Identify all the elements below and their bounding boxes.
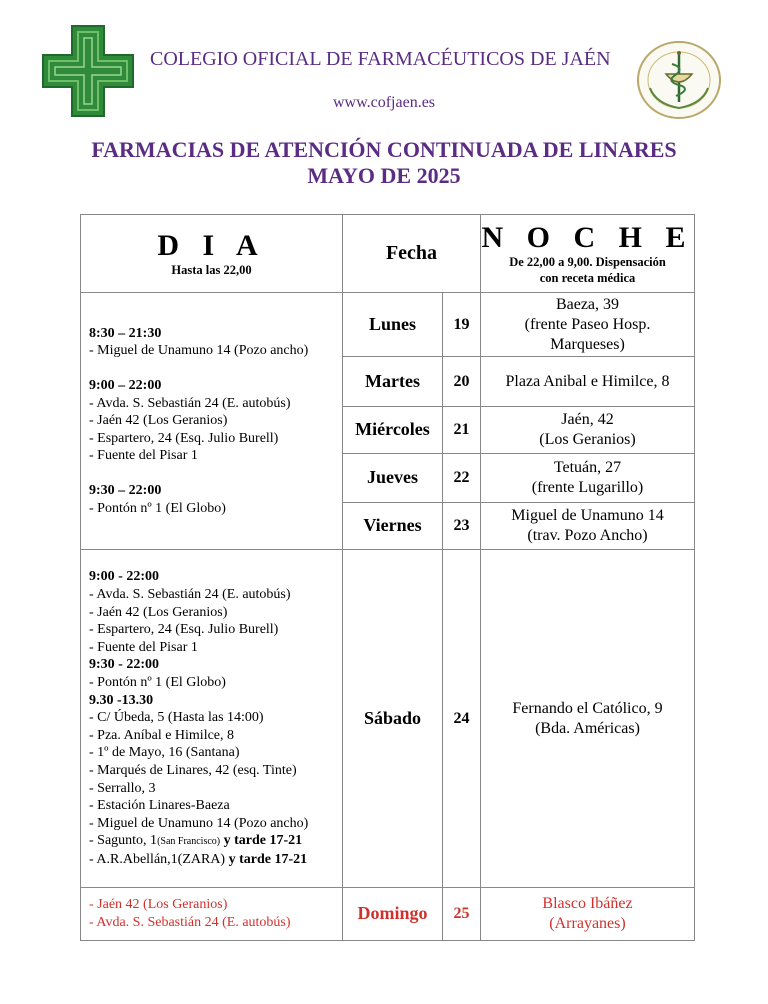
day-name: Viernes — [343, 503, 443, 550]
noche-subtitle-1: De 22,00 a 9,00. Dispensación — [509, 254, 666, 269]
pharmacy-item-extra: y tarde 17-21 — [225, 851, 308, 867]
day-name: Jueves — [343, 454, 443, 503]
day-date: 23 — [443, 503, 481, 550]
schedule-time: 8:30 – 21:30 — [89, 325, 162, 341]
pharmacy-item: - Pza. Aníbal e Himilce, 8 — [89, 727, 235, 743]
pharmacy-item: - C/ Úbeda, 5 (Hasta las 14:00) — [89, 710, 264, 726]
night-line: (trav. Pozo Ancho) — [527, 527, 648, 544]
pharmacy-item — [89, 851, 334, 869]
night-line: Blasco Ibáñez — [542, 895, 633, 912]
noche-subtitle-2: con receta médica — [539, 270, 636, 285]
night-pharmacy — [481, 357, 695, 407]
pharmacy-item: - Jaén 42 (Los Geranios) — [89, 413, 228, 429]
pharmacy-item-note: (San Francisco) — [157, 836, 221, 848]
pharmacy-item: - Espartero, 24 (Esq. Julio Burell) — [89, 622, 279, 638]
day-name: Domingo — [343, 888, 443, 941]
pharmacy-item: - Miguel de Unamuno 14 (Pozo ancho) — [89, 815, 309, 831]
table-row-saturday — [81, 550, 695, 888]
schedule-time: 9:30 - 22:00 — [89, 657, 159, 673]
pharmacy-item: - Avda. S. Sebastián 24 (E. autobús) — [89, 395, 291, 411]
pharmacy-item — [89, 832, 334, 851]
pharmacy-item: - Jaén 42 (Los Geranios) — [89, 897, 228, 913]
night-line: Miguel de Unamuno 14 — [511, 507, 664, 524]
night-line: Tetuán, 27 — [553, 459, 622, 476]
website-link[interactable]: www.cofjaen.es — [332, 94, 436, 111]
night-line: Plaza Anibal e Himilce, 8 — [505, 372, 670, 390]
pharmacy-item: - Miguel de Unamuno 14 (Pozo ancho) — [89, 343, 309, 359]
pharmacy-item: - Estación Linares-Baeza — [89, 798, 230, 814]
pharmacy-item: - Pontón nº 1 (El Globo) — [89, 500, 226, 516]
pharmacy-item: - Espartero, 24 (Esq. Julio Burell) — [89, 430, 279, 446]
day-date: 22 — [443, 454, 481, 503]
pharmacy-item: - Fuente del Pisar 1 — [89, 639, 198, 655]
pharmacy-item-extra: y tarde 17-21 — [220, 833, 303, 849]
dia-title: D I A — [157, 228, 266, 262]
fecha-header: Fecha — [343, 215, 481, 293]
duty-schedule-table — [80, 214, 695, 941]
day-date: 24 — [443, 550, 481, 888]
title-line-1: FARMACIAS DE ATENCIÓN CONTINUADA DE LINARES — [91, 137, 677, 162]
pharmacy-item-text: - Sagunto, 1 — [89, 833, 158, 849]
schedule-time: 9:30 – 22:00 — [89, 482, 162, 498]
night-line: (frente Paseo Hosp. — [524, 315, 651, 333]
pharmacy-item-text: - A.R.Abellán,1(ZARA) — [89, 851, 226, 867]
night-line: Jaén, 42 — [561, 411, 614, 428]
pharmacy-item: - Avda. S. Sebastián 24 (E. autobús) — [89, 915, 291, 930]
page-title — [0, 137, 768, 189]
day-date: 20 — [443, 357, 481, 407]
night-line: (Los Geranios) — [539, 431, 636, 448]
day-name: Miércoles — [343, 407, 443, 454]
night-line: (Bda. Américas) — [535, 719, 640, 737]
pharmacy-item: - Fuente del Pisar 1 — [89, 448, 198, 464]
night-pharmacy — [481, 503, 695, 550]
title-line-2: MAYO DE 2025 — [307, 163, 461, 188]
day-date: 21 — [443, 407, 481, 454]
pharmacy-item: - Pontón nº 1 (El Globo) — [89, 675, 226, 691]
pharmacy-item: - Avda. S. Sebastián 24 (E. autobús) — [89, 587, 291, 603]
weekday-day-schedule — [81, 293, 343, 550]
day-date: 25 — [443, 888, 481, 941]
day-name: Martes — [343, 357, 443, 407]
dia-header — [81, 215, 343, 293]
dia-subtitle: Hasta las 22,00 — [171, 262, 252, 277]
night-line: (Arrayanes) — [549, 915, 626, 932]
pharmacy-item: - Serrallo, 3 — [89, 780, 156, 796]
schedule-time: 9.30 -13.30 — [89, 692, 154, 708]
night-line: (frente Lugarillo) — [531, 479, 644, 496]
night-line: Marqueses) — [550, 335, 625, 353]
night-pharmacy — [481, 407, 695, 454]
pharmacy-item: - Marqués de Linares, 42 (esq. Tinte) — [89, 762, 297, 778]
table-header-row — [81, 215, 695, 293]
saturday-day-schedule — [81, 550, 343, 888]
table-row — [81, 293, 695, 357]
night-pharmacy — [481, 550, 695, 888]
night-line: Baeza, 39 — [555, 295, 620, 313]
pharmacy-item: - Jaén 42 (Los Geranios) — [89, 604, 228, 620]
sunday-day-schedule — [81, 888, 343, 941]
night-line: Fernando el Católico, 9 — [512, 699, 663, 717]
noche-header — [481, 215, 695, 293]
night-pharmacy — [481, 888, 695, 941]
night-pharmacy — [481, 454, 695, 503]
schedule-time: 9:00 - 22:00 — [89, 569, 159, 585]
day-name: Lunes — [343, 293, 443, 357]
pharmacy-item: - 1º de Mayo, 16 (Santana) — [89, 745, 240, 761]
day-name: Sábado — [343, 550, 443, 888]
org-name: COLEGIO OFICIAL DE FARMACÉUTICOS DE JAÉN — [150, 48, 611, 70]
noche-title: N O C H E — [481, 220, 694, 254]
night-pharmacy — [481, 293, 695, 357]
day-date: 19 — [443, 293, 481, 357]
schedule-time: 9:00 – 22:00 — [89, 378, 162, 394]
table-row-sunday — [81, 888, 695, 941]
